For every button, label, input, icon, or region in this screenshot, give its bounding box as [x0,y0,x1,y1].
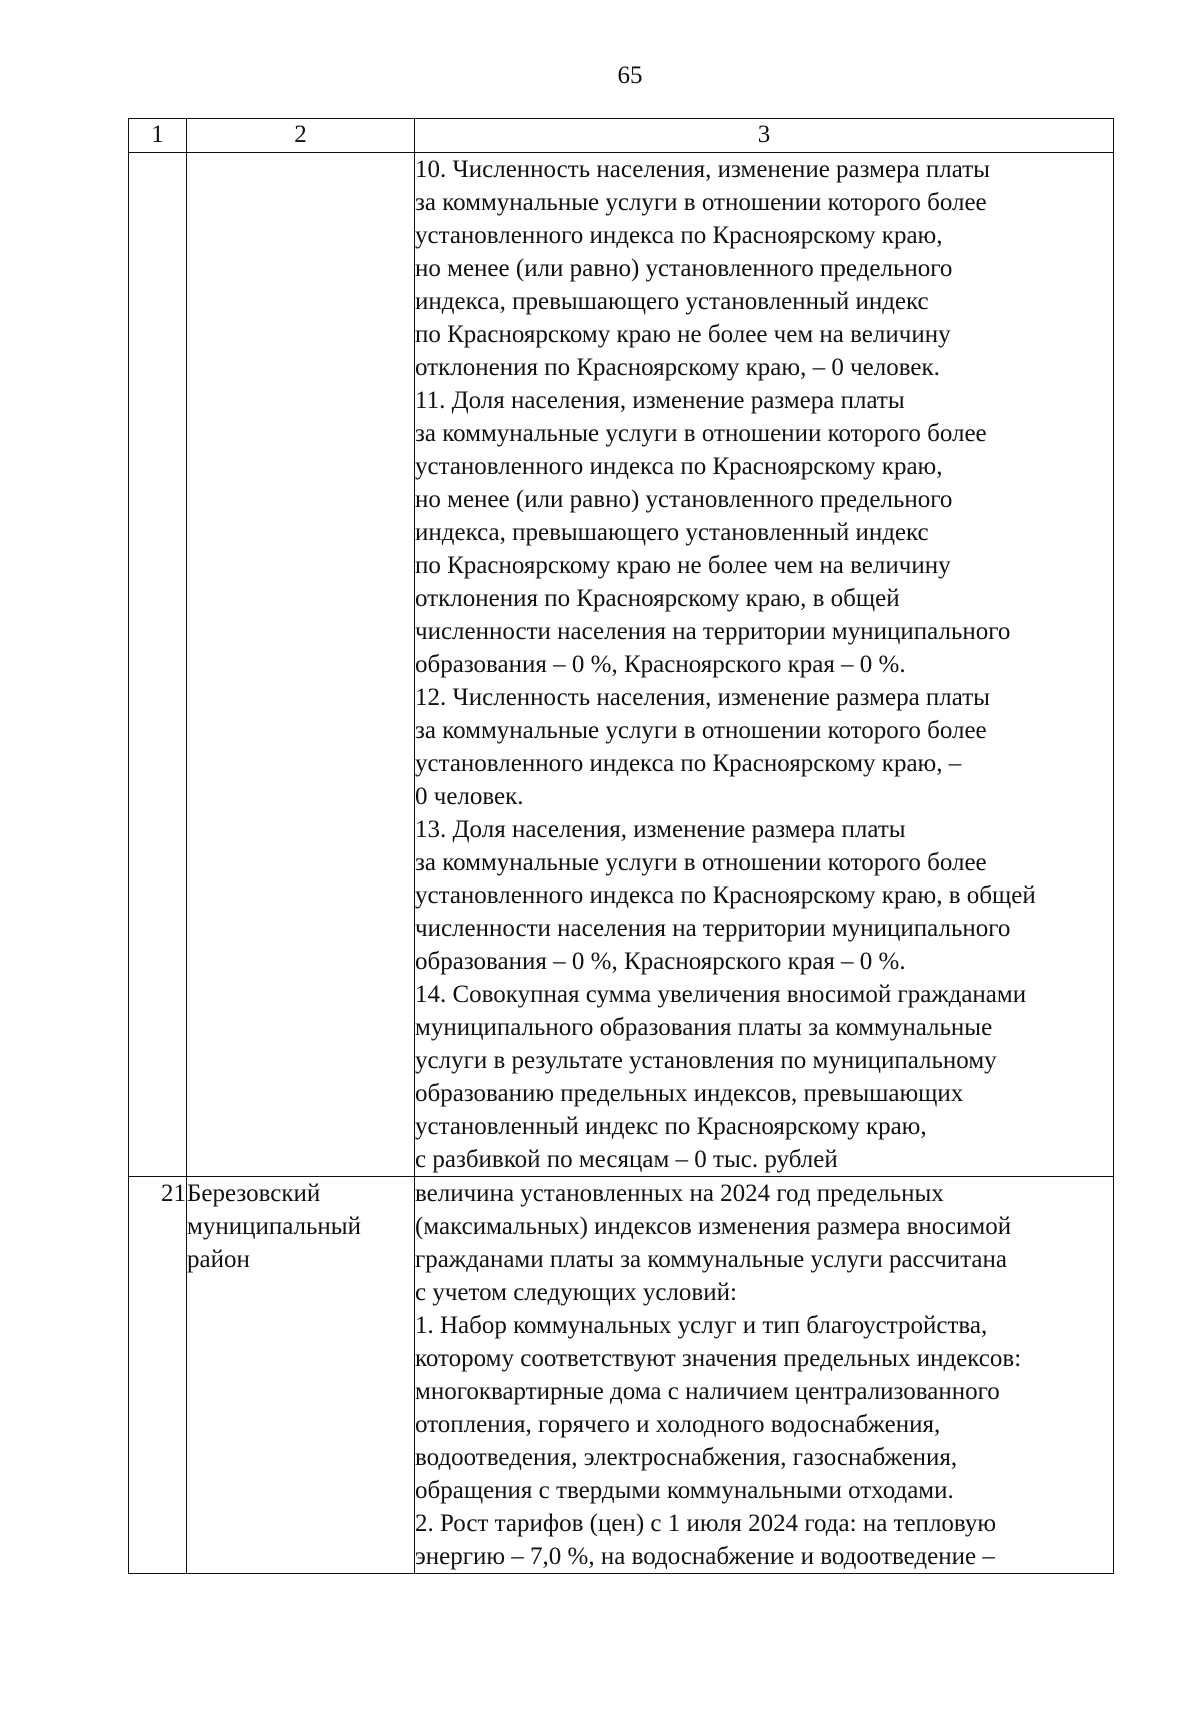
column-header-3: 3 [415,119,1114,153]
text-line: 13. Доля населения, изменение размера платы [415,816,906,843]
text-line: численности населения на территории муниципального [415,618,1011,645]
text-line: установленный индекс по Красноярскому краю, [415,1113,927,1140]
text-line: индекса, превышающего установленный индекс [415,519,929,546]
text-line: район [187,1246,250,1273]
row-text-cell [415,1177,1114,1574]
text-line: обращения с твердыми коммунальными отходами. [415,1477,954,1504]
text-line: за коммунальные услуги в отношении которого более [415,420,987,447]
text-line: 14. Совокупная сумма увеличения вносимой гражданами [415,981,1027,1008]
table-row-21 [129,1177,1114,1574]
text-line: муниципального образования платы за коммунальные [415,1014,993,1041]
row-text-cell [415,153,1114,1177]
column-header-2: 2 [187,119,415,153]
text-line: отклонения по Красноярскому краю, – 0 человек. [415,354,940,381]
row-number-cell: 21 [129,1177,187,1574]
text-line: установленного индекса по Красноярскому краю, [415,222,943,249]
row-name-cell [187,153,415,1177]
text-line: 12. Численность населения, изменение размера платы [415,684,990,711]
text-line: с учетом следующих условий: [415,1279,737,1306]
text-line: Березовский [187,1180,321,1207]
text-line: отопления, горячего и холодного водоснабжения, [415,1411,941,1438]
text-line: индекса, превышающего установленный индекс [415,288,929,315]
text-line: за коммунальные услуги в отношении которого более [415,189,987,216]
page-number: 65 [617,62,643,89]
text-line: но менее (или равно) установленного предельного [415,486,953,513]
text-line: по Красноярскому краю не более чем на величину [415,552,951,579]
text-line: 2. Рост тарифов (цен) с 1 июля 2024 года: на тепловую [415,1510,997,1537]
row-number-cell [129,153,187,1177]
text-line: многоквартирные дома с наличием централизованного [415,1378,1000,1405]
text-line: 0 человек. [415,783,524,810]
text-line: численности населения на территории муниципального [415,915,1011,942]
text-line: образованию предельных индексов, превышающих [415,1080,964,1107]
table-row-continued [129,153,1114,1177]
text-line: но менее (или равно) установленного предельного [415,255,953,282]
column-header-1: 1 [129,119,187,153]
text-line: установленного индекса по Красноярскому краю, [415,453,943,480]
text-line: образования – 0 %, Красноярского края – 0 %. [415,651,906,678]
text-line: которому соответствуют значения предельных индексов: [415,1345,1022,1372]
text-line: водоотведения, электроснабжения, газоснабжения, [415,1444,958,1471]
text-line: отклонения по Красноярскому краю, в общей [415,585,900,612]
text-line: по Красноярскому краю не более чем на величину [415,321,951,348]
text-line: с разбивкой по месяцам – 0 тыс. рублей [415,1146,838,1173]
text-line: образования – 0 %, Красноярского края – 0 %. [415,948,906,975]
text-line: за коммунальные услуги в отношении которого более [415,717,987,744]
text-line: 1. Набор коммунальных услуг и тип благоустройства, [415,1312,988,1339]
text-line: установленного индекса по Красноярскому краю, – [415,750,962,777]
municipality-name-cell [187,1177,415,1574]
table-header-row [129,119,1114,153]
text-line: 11. Доля населения, изменение размера платы [415,387,905,414]
document-table [128,118,1114,1574]
text-line: установленного индекса по Красноярскому краю, в общей [415,882,1036,909]
text-line: муниципальный [187,1213,361,1240]
text-line: (максимальных) индексов изменения размера вносимой [415,1213,1012,1240]
text-line: величина установленных на 2024 год предельных [415,1180,944,1207]
text-line: услуги в результате установления по муниципальному [415,1047,997,1074]
text-line: 10. Численность населения, изменение размера платы [415,156,990,183]
text-line: гражданами платы за коммунальные услуги рассчитана [415,1246,1007,1273]
text-line: за коммунальные услуги в отношении которого более [415,849,987,876]
text-line: энергию – 7,0 %, на водоснабжение и водоотведение – [415,1543,995,1570]
